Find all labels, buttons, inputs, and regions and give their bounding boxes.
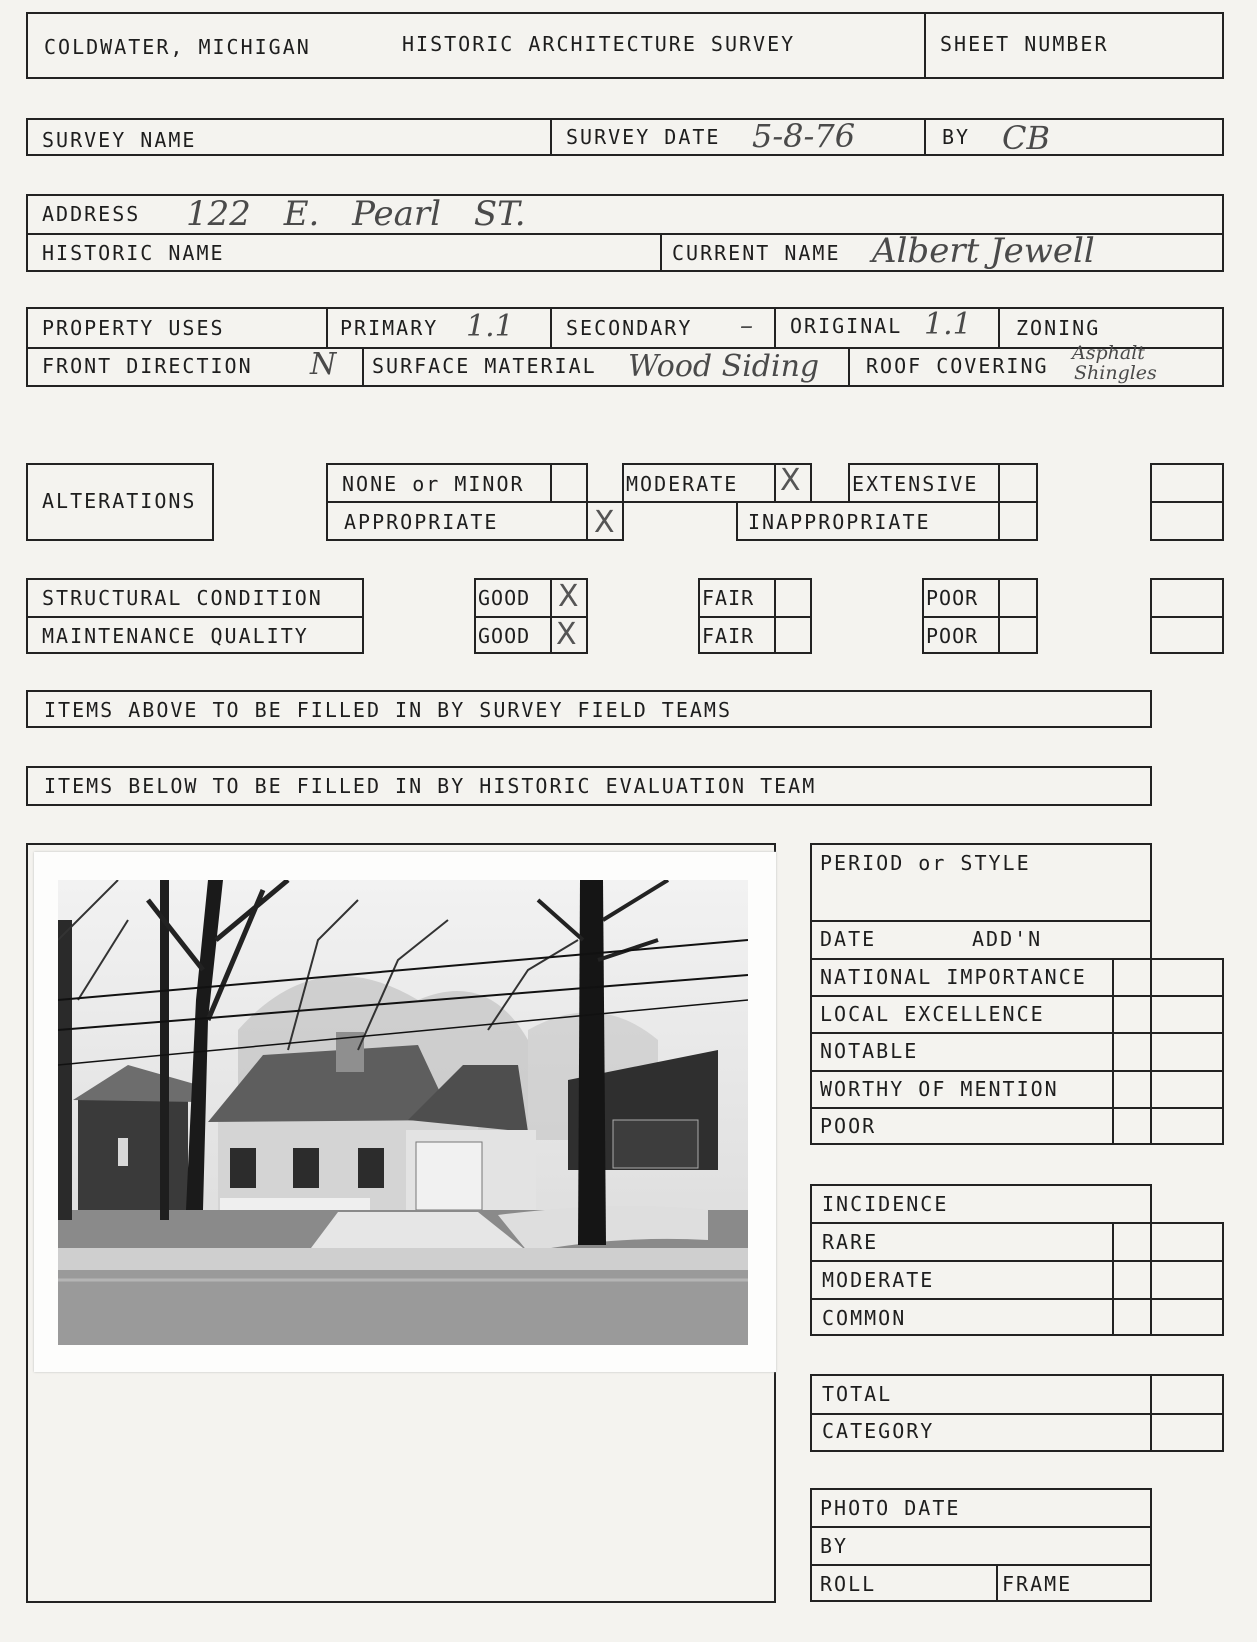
moderate-label: MODERATE <box>626 472 739 496</box>
address-value: 122 E. Pearl ST. <box>186 194 526 234</box>
property-divider-1 <box>326 307 328 347</box>
eval-divider-6 <box>810 1107 1224 1109</box>
house-photograph <box>58 880 748 1345</box>
structural-fair-label: FAIR <box>702 586 755 610</box>
incidence-divider-2 <box>810 1260 1224 1262</box>
property-divider-2 <box>550 307 552 347</box>
notable-label: NOTABLE <box>820 1039 919 1063</box>
survey-date-label: SURVEY DATE <box>566 125 721 149</box>
items-above-note: ITEMS ABOVE TO BE FILLED IN BY SURVEY FIELD TEAMS <box>44 698 733 722</box>
historic-name-label: HISTORIC NAME <box>42 241 225 265</box>
survey-name-label: SURVEY NAME <box>42 128 197 152</box>
condition-score-divider <box>1150 616 1224 618</box>
structural-condition-label: STRUCTURAL CONDITION <box>42 586 323 610</box>
surface-material-label: SURFACE MATERIAL <box>372 354 597 378</box>
property-divider-4 <box>998 307 1000 347</box>
eval-poor-label: POOR <box>820 1114 877 1138</box>
date-label: DATE <box>820 927 877 951</box>
fair-row-divider <box>698 616 812 618</box>
eval-divider-1 <box>810 920 1152 922</box>
primary-label: PRIMARY <box>340 316 439 340</box>
none-minor-divider <box>550 463 552 503</box>
frame-label: FRAME <box>1002 1572 1073 1596</box>
address-label: ADDRESS <box>42 202 141 226</box>
incidence-divider-1 <box>810 1222 1152 1224</box>
survey-date-value: 5-8-76 <box>752 117 856 155</box>
appropriate-label: APPROPRIATE <box>344 510 499 534</box>
current-name-value: Albert Jewell <box>872 231 1095 271</box>
secondary-label: SECONDARY <box>566 316 693 340</box>
property-divider-3 <box>774 307 776 347</box>
category-label: CATEGORY <box>822 1419 935 1443</box>
extensive-label: EXTENSIVE <box>852 472 979 496</box>
inappropriate-label: INAPPROPRIATE <box>748 510 931 534</box>
inappropriate-divider <box>998 501 1000 541</box>
structural-good-mark: X <box>558 579 579 614</box>
local-excellence-label: LOCAL EXCELLENCE <box>820 1002 1045 1026</box>
maintenance-poor-label: POOR <box>926 624 979 648</box>
incidence-moderate-label: MODERATE <box>822 1268 935 1292</box>
photo-info-divider-1 <box>810 1526 1152 1528</box>
original-label: ORIGINAL <box>790 314 903 338</box>
eval-divider-3 <box>810 995 1224 997</box>
property-row-divider <box>26 347 1224 349</box>
moderate-mark: X <box>780 463 801 498</box>
survey-divider-1 <box>550 118 552 156</box>
incidence-label: INCIDENCE <box>822 1192 949 1216</box>
incidence-score-extension <box>1112 1222 1224 1336</box>
extensive-divider <box>998 463 1000 503</box>
primary-value: 1.1 <box>466 309 514 344</box>
property-divider-5 <box>362 347 364 387</box>
poor-row-divider <box>922 616 1038 618</box>
none-minor-label: NONE or MINOR <box>342 472 525 496</box>
incidence-divider-3 <box>810 1298 1224 1300</box>
maintenance-good-label: GOOD <box>478 624 531 648</box>
photo-date-label: PHOTO DATE <box>820 1496 961 1520</box>
secondary-value: – <box>740 311 753 341</box>
moderate-divider <box>774 463 776 503</box>
surface-material-value: Wood Siding <box>628 349 820 384</box>
name-divider <box>660 233 662 272</box>
header-divider <box>924 12 926 79</box>
sheet-number-label: SHEET NUMBER <box>940 32 1109 56</box>
property-uses-label: PROPERTY USES <box>42 316 225 340</box>
evaluation-score-extension <box>1112 958 1224 1145</box>
eval-divider-5 <box>810 1070 1224 1072</box>
roll-label: ROLL <box>820 1572 877 1596</box>
appropriate-divider <box>586 501 588 541</box>
rare-label: RARE <box>822 1230 879 1254</box>
poor-col-divider <box>998 578 1000 654</box>
condition-label-divider <box>26 616 364 618</box>
alterations-label: ALTERATIONS <box>42 489 197 513</box>
survey-title: HISTORIC ARCHITECTURE SURVEY <box>402 32 796 56</box>
by-value: CB <box>1002 119 1050 157</box>
maintenance-quality-label: MAINTENANCE QUALITY <box>42 624 309 648</box>
eval-divider-2 <box>810 958 1224 960</box>
city-label: COLDWATER, MICHIGAN <box>44 35 311 59</box>
roof-covering-value-2: Shingles <box>1074 362 1157 384</box>
appropriate-mark: X <box>594 505 615 540</box>
addn-label: ADD'N <box>972 927 1043 951</box>
eval-divider-4 <box>810 1032 1224 1034</box>
alterations-score-divider <box>1150 501 1224 503</box>
maintenance-fair-label: FAIR <box>702 624 755 648</box>
structural-good-label: GOOD <box>478 586 531 610</box>
worthy-of-mention-label: WORTHY OF MENTION <box>820 1077 1059 1101</box>
photo-by-label: BY <box>820 1534 849 1558</box>
good-col-divider <box>550 578 552 654</box>
common-label: COMMON <box>822 1306 907 1330</box>
period-style-label: PERIOD or STYLE <box>820 851 1031 875</box>
front-direction-label: FRONT DIRECTION <box>42 354 253 378</box>
original-value: 1.1 <box>924 307 972 342</box>
totals-divider <box>810 1413 1224 1415</box>
structural-poor-label: POOR <box>926 586 979 610</box>
by-label: BY <box>942 125 971 149</box>
national-importance-label: NATIONAL IMPORTANCE <box>820 965 1087 989</box>
front-direction-value: N <box>310 347 337 382</box>
maintenance-good-mark: X <box>556 617 577 652</box>
property-divider-6 <box>848 347 850 387</box>
current-name-label: CURRENT NAME <box>672 241 841 265</box>
zoning-label: ZONING <box>1016 316 1101 340</box>
fair-col-divider <box>774 578 776 654</box>
roof-covering-value-1: Asphalt <box>1072 342 1145 364</box>
totals-col-divider <box>1150 1374 1152 1452</box>
photo-info-divider-2 <box>810 1564 1152 1566</box>
survey-divider-2 <box>924 118 926 156</box>
items-below-note: ITEMS BELOW TO BE FILLED IN BY HISTORIC EVALUATION TEAM <box>44 774 817 798</box>
roll-frame-divider <box>996 1564 998 1602</box>
roof-covering-label: ROOF COVERING <box>866 354 1049 378</box>
total-label: TOTAL <box>822 1382 893 1406</box>
